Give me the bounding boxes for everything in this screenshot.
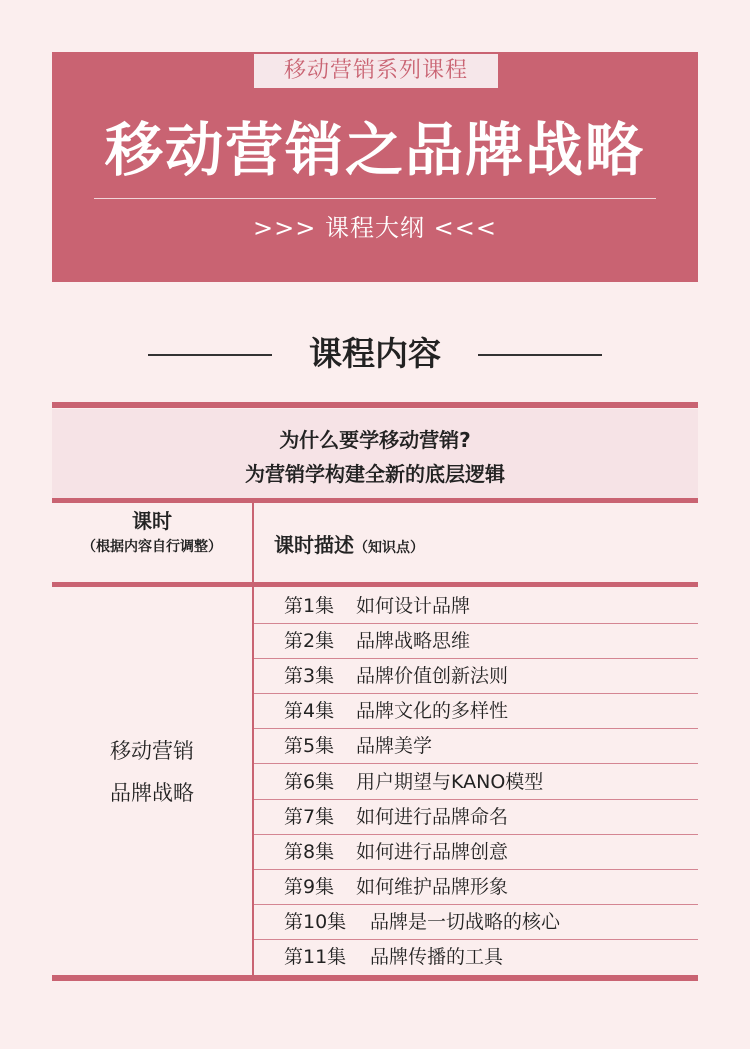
column-header-hours-title: 课时 <box>132 509 172 533</box>
episode-number: 第11集 <box>284 946 347 968</box>
table-bottom-border <box>52 975 698 981</box>
episode-number: 第6集 <box>284 770 335 793</box>
module-name <box>52 730 252 814</box>
page-title: 移动营销之品牌战略 <box>104 116 645 184</box>
header-column-divider <box>252 503 254 582</box>
episode-row <box>254 940 698 975</box>
episode-row <box>254 729 698 764</box>
episode-title: 如何进行品牌创意 <box>356 840 509 863</box>
episode-row <box>254 765 698 800</box>
episode-title: 如何设计品牌 <box>356 595 471 617</box>
episode-title: 品牌价值创新法则 <box>356 665 509 688</box>
column-header-hours-note: （根据内容自行调整） <box>82 539 222 555</box>
episode-row <box>254 835 698 870</box>
episode-row <box>254 800 698 835</box>
episode-row <box>254 905 698 940</box>
section-line-left <box>148 354 272 356</box>
section-line-right <box>478 354 602 356</box>
intro-statement: 为营销学构建全新的底层逻辑 <box>245 462 505 486</box>
episode-title: 品牌文化的多样性 <box>356 700 509 723</box>
episode-number: 第4集 <box>284 700 335 723</box>
outline-label: >>> 课程大纲 <<< <box>253 214 497 242</box>
episode-number: 第3集 <box>284 665 335 688</box>
episode-title: 如何进行品牌命名 <box>356 805 509 828</box>
column-header-hours <box>52 506 252 558</box>
header-bottom-border <box>52 582 698 587</box>
table-top-border <box>52 402 698 408</box>
episode-number: 第2集 <box>284 630 335 653</box>
episode-row <box>254 870 698 905</box>
episode-number: 第5集 <box>284 735 335 758</box>
module-name-line1: 移动营销 <box>110 739 194 763</box>
episode-number: 第8集 <box>284 840 335 863</box>
intro-box <box>52 409 698 499</box>
episode-number: 第9集 <box>284 875 335 898</box>
intro-question: 为什么要学移动营销? <box>279 428 471 452</box>
series-tag: 移动营销系列课程 <box>254 54 498 88</box>
course-table <box>52 402 698 982</box>
episode-row <box>254 659 698 694</box>
episode-number: 第1集 <box>284 595 335 617</box>
episode-number: 第10集 <box>284 910 347 933</box>
episode-title: 用户期望与KANO模型 <box>356 770 544 793</box>
episode-row <box>254 589 698 624</box>
module-name-line2: 品牌战略 <box>110 781 194 805</box>
column-header-description-note: （知识点） <box>354 540 424 556</box>
episode-number: 第7集 <box>284 805 335 828</box>
banner-divider <box>94 198 656 199</box>
episode-title: 如何维护品牌形象 <box>356 875 509 898</box>
column-header-description <box>274 530 424 563</box>
episode-row <box>254 624 698 659</box>
episode-title: 品牌传播的工具 <box>370 946 504 968</box>
intro-bottom-border <box>52 498 698 503</box>
section-title: 课程内容 <box>309 334 441 373</box>
episode-title: 品牌是一切战略的核心 <box>370 910 561 933</box>
episode-title: 品牌战略思维 <box>356 630 471 653</box>
episode-row <box>254 694 698 729</box>
episode-title: 品牌美学 <box>356 735 433 758</box>
column-header-description-title: 课时描述 <box>274 533 354 557</box>
